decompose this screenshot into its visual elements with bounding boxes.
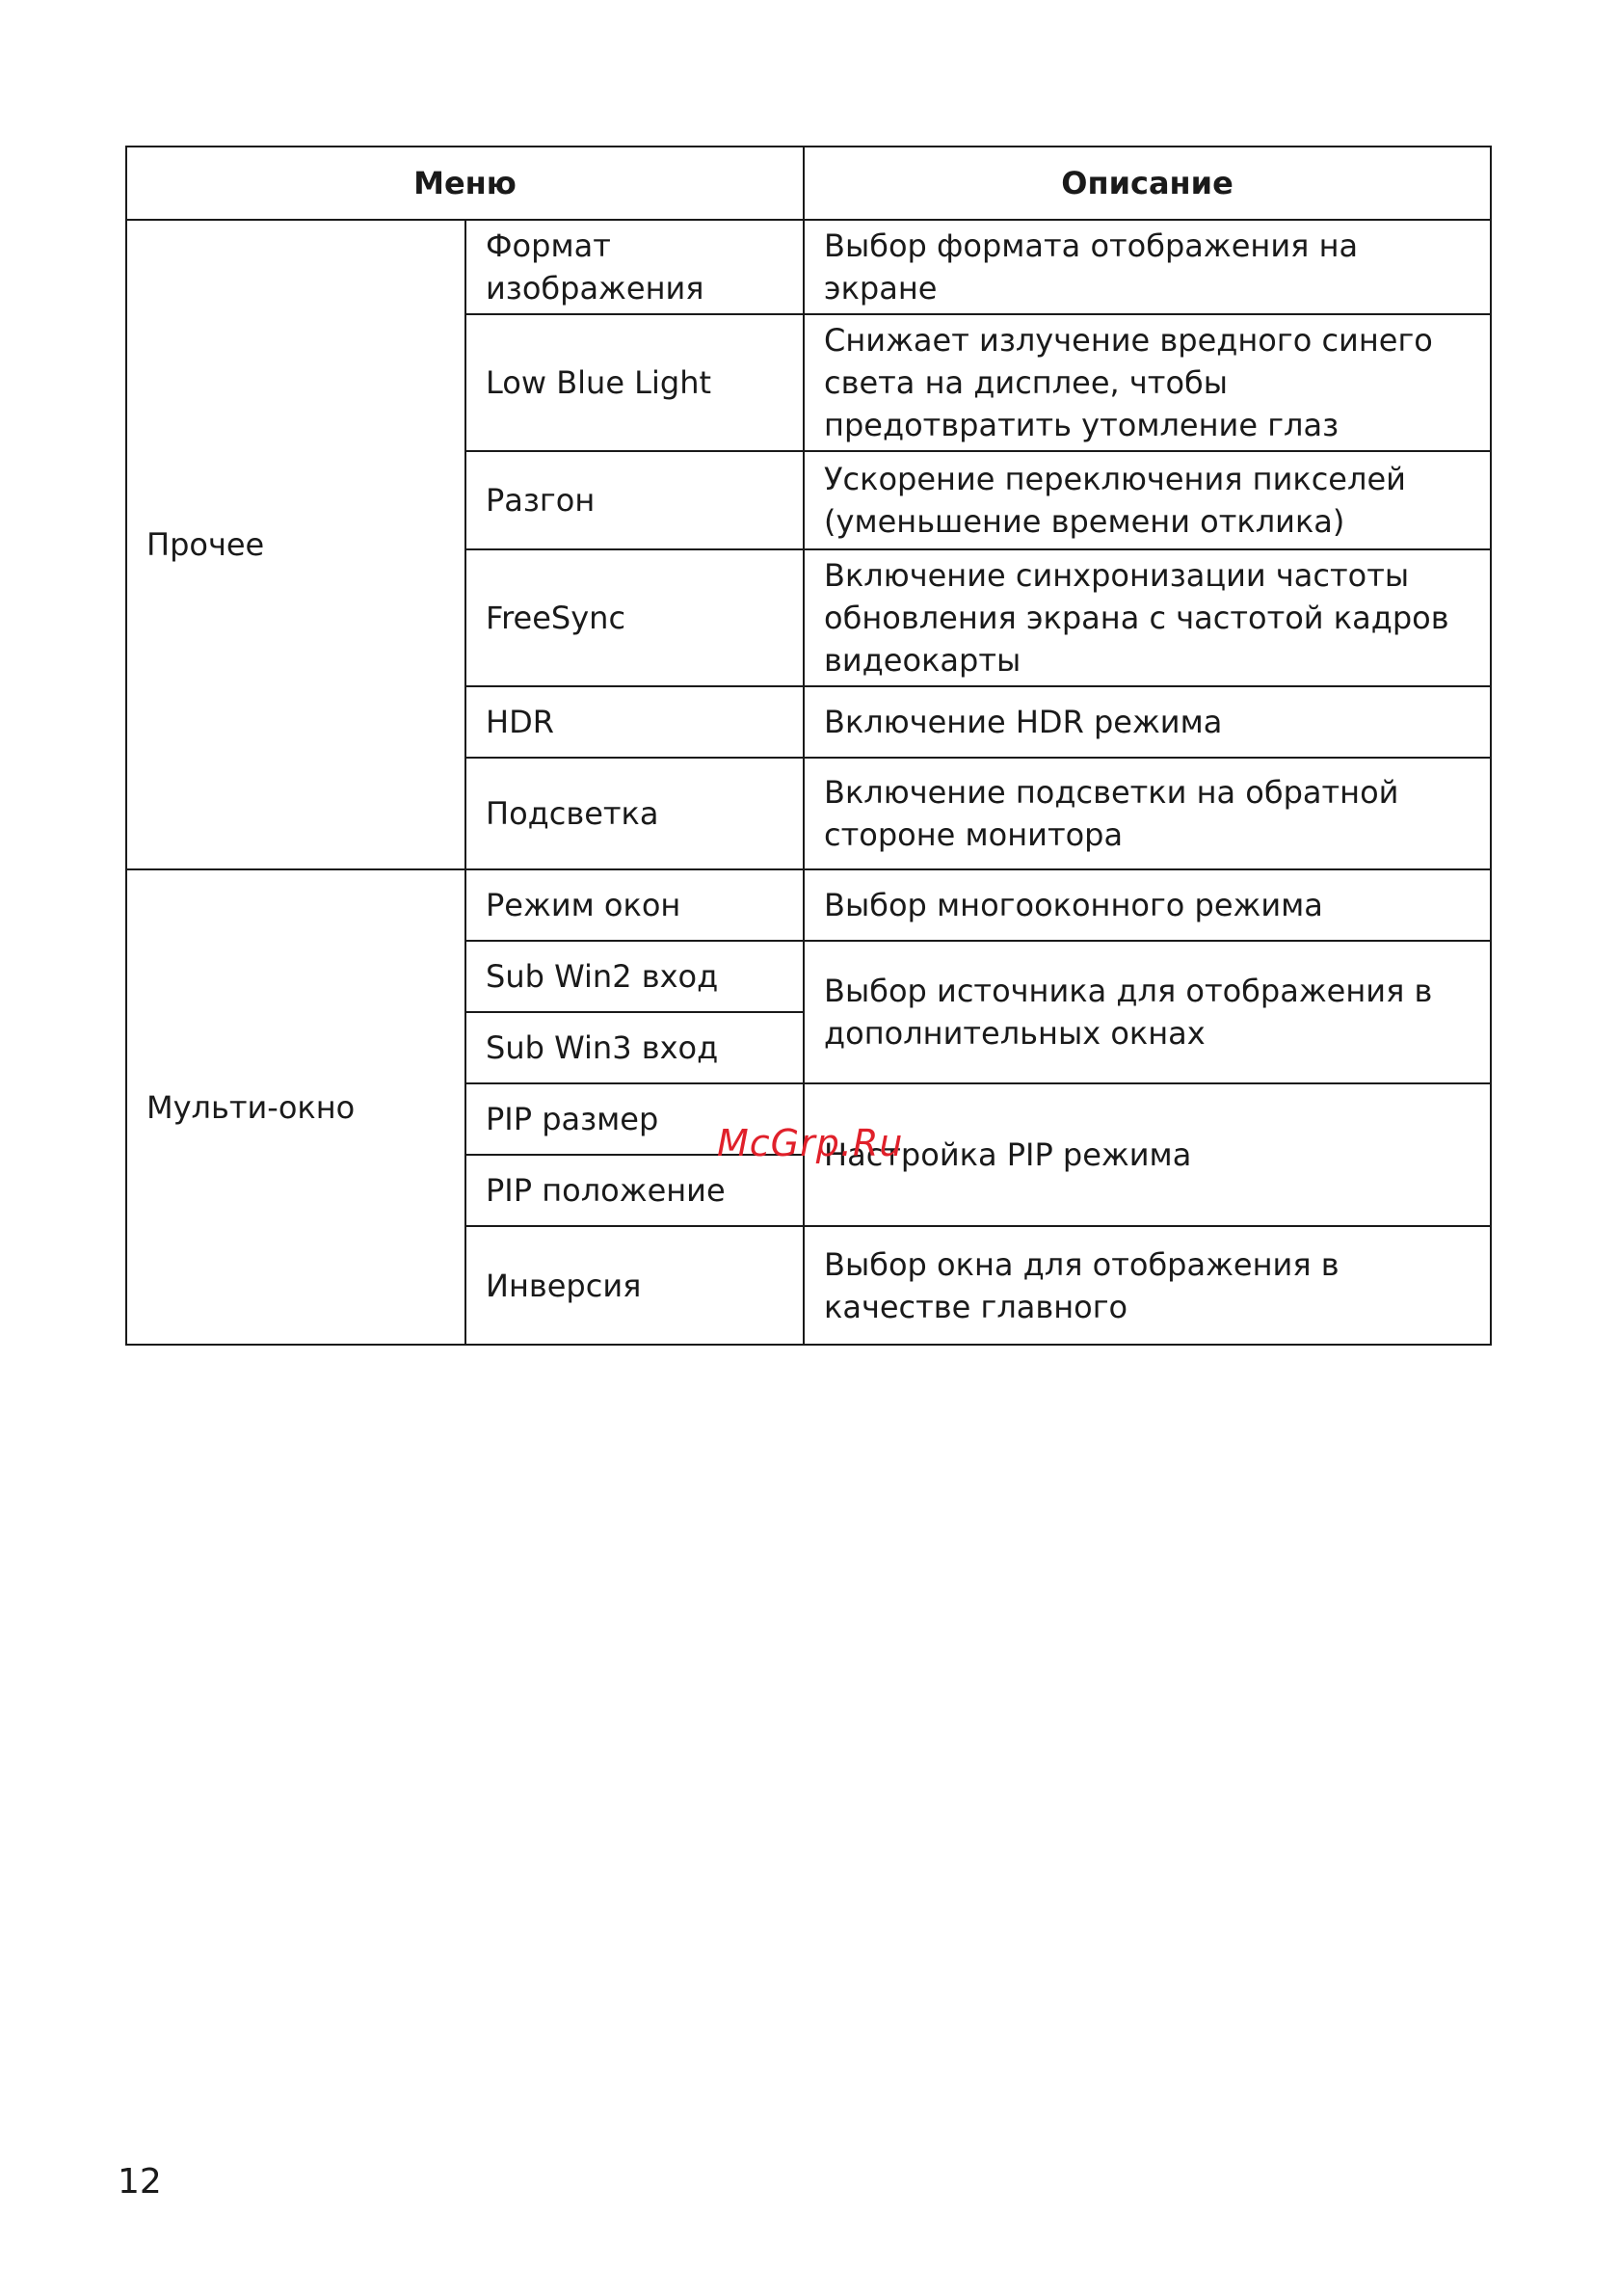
header-menu: Меню xyxy=(126,147,804,220)
item-window-mode: Режим окон xyxy=(465,869,804,941)
desc-overdrive: Ускорение переключения пикселей (уменьшение времени отклика) xyxy=(804,451,1491,549)
desc-pip: Настройка PIP режима xyxy=(804,1083,1491,1226)
desc-sub-win-input: Выбор источника для отображения в дополнительных окнах xyxy=(804,941,1491,1083)
desc-hdr: Включение HDR режима xyxy=(804,686,1491,758)
desc-freesync: Включение синхронизации частоты обновления экрана с частотой кадров видеокарты xyxy=(804,549,1491,686)
item-sub-win3-input: Sub Win3 вход xyxy=(465,1012,804,1083)
header-description: Описание xyxy=(804,147,1491,220)
group-other: Прочее xyxy=(126,220,465,869)
desc-backlight: Включение подсветки на обратной стороне монитора xyxy=(804,758,1491,869)
table-row xyxy=(126,220,1491,314)
item-low-blue-light: Low Blue Light xyxy=(465,314,804,451)
item-pip-size: PIP размер xyxy=(465,1083,804,1155)
desc-swap: Выбор окна для отображения в качестве главного xyxy=(804,1226,1491,1345)
desc-image-format: Выбор формата отображения на экране xyxy=(804,220,1491,314)
item-freesync: FreeSync xyxy=(465,549,804,686)
item-swap: Инверсия xyxy=(465,1226,804,1345)
item-image-format: Формат изображения xyxy=(465,220,804,314)
item-overdrive: Разгон xyxy=(465,451,804,549)
item-sub-win2-input: Sub Win2 вход xyxy=(465,941,804,1012)
item-backlight: Подсветка xyxy=(465,758,804,869)
group-multi-window: Мульти-окно xyxy=(126,869,465,1345)
menu-table xyxy=(125,146,1492,1346)
desc-low-blue-light: Снижает излучение вредного синего света на дисплее, чтобы предотвратить утомление глаз xyxy=(804,314,1491,451)
desc-window-mode: Выбор многооконного режима xyxy=(804,869,1491,941)
item-hdr: HDR xyxy=(465,686,804,758)
item-pip-position: PIP положение xyxy=(465,1155,804,1226)
page-number: 12 xyxy=(118,2162,162,2202)
table-header-row xyxy=(126,147,1491,220)
table-row xyxy=(126,869,1491,941)
watermark: McGrp.Ru xyxy=(717,1122,904,1164)
